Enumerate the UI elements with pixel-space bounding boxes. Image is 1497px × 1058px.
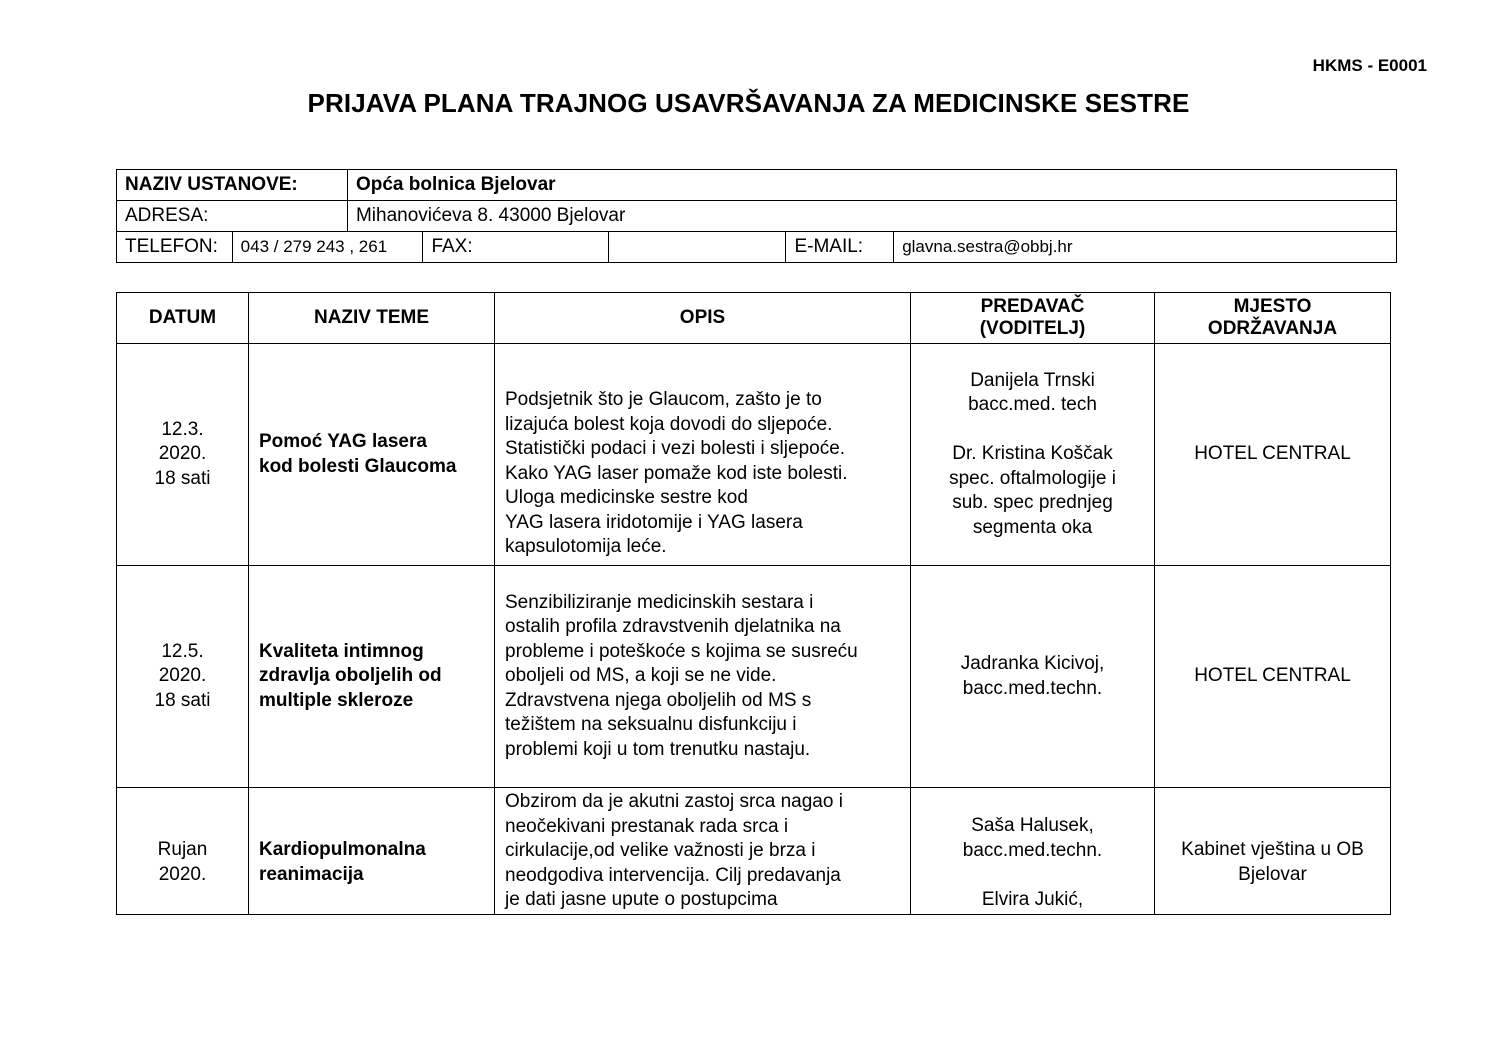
- header-lecturer-line1: PREDAVAČ: [980, 296, 1085, 317]
- row-lecturer: [911, 788, 1155, 915]
- document-code: HKMS - E0001: [1312, 56, 1427, 75]
- description-line: probleme i poteškoće s kojima se susreću: [505, 640, 858, 662]
- header-lecturer: [911, 293, 1155, 344]
- header-topic: NAZIV TEME: [249, 293, 495, 344]
- description-line: Statistički podaci i vezi bolesti i sljepoće.: [505, 438, 846, 460]
- description-line: Senzibiliziranje medicinskih sestara i: [505, 591, 814, 613]
- lecturer-line: segmenta oka: [972, 516, 1093, 538]
- institution-name-value: Opća bolnica Bjelovar: [347, 170, 1396, 201]
- institution-address-label: ADRESA:: [117, 201, 348, 232]
- lecturer-line: Saša Halusek,: [971, 815, 1094, 836]
- venue-line: HOTEL CENTRAL: [1194, 443, 1351, 465]
- lecturer-line: Elvira Jukić,: [981, 888, 1084, 910]
- header-lecturer-line2: (VODITELJ): [979, 318, 1086, 339]
- header-date: DATUM: [117, 293, 249, 344]
- topic-line: Pomoć YAG lasera: [259, 431, 427, 452]
- fax-label: FAX:: [423, 232, 609, 263]
- date-line: 2020.: [158, 443, 207, 465]
- email-label: E-MAIL:: [786, 232, 894, 263]
- row-topic: [249, 566, 495, 788]
- table-row: [117, 566, 1391, 788]
- row-venue: [1155, 344, 1391, 566]
- header-venue-line2: ODRŽAVANJA: [1207, 318, 1338, 339]
- description-line: težištem na seksualnu disfunkciju i: [505, 714, 797, 736]
- topic-line: kod bolesti Glaucoma: [259, 455, 457, 477]
- lecturer-spacer: [912, 863, 1153, 888]
- topic-line: reanimacija: [259, 863, 364, 885]
- venue-line: Bjelovar: [1238, 863, 1307, 885]
- description-line: ostalih profila zdravstvenih djelatnika na: [505, 616, 841, 638]
- description-line: lizajuća bolest koja dovodi do sljepoće.: [505, 413, 833, 435]
- date-line: 2020.: [158, 863, 207, 885]
- description-line: neočekivani prestanak rada srca i: [505, 815, 789, 837]
- description-line: Uloga medicinske sestre kod: [505, 487, 748, 509]
- lecturer-line: bacc.med.techn.: [962, 677, 1103, 699]
- email-value: glavna.sestra@obbj.hr: [894, 232, 1397, 263]
- phone-label: TELEFON:: [117, 232, 233, 263]
- description-line: YAG lasera iridotomije i YAG lasera: [505, 511, 803, 533]
- description-line: oboljeli od MS, a koji se ne vide.: [505, 665, 777, 687]
- date-line: 2020.: [158, 665, 207, 687]
- description-line: Zdravstvena njega oboljelih od MS s: [505, 689, 812, 711]
- row-description: [495, 344, 911, 566]
- description-line: problemi koji u tom trenutku nastaju.: [505, 738, 811, 760]
- description-line: neodgodiva intervencija. Cilj predavanja: [505, 864, 841, 886]
- document-title: PRIJAVA PLANA TRAJNOG USAVRŠAVANJA ZA MEDICINSKE SESTRE: [307, 88, 1190, 118]
- row-date: [117, 566, 249, 788]
- institution-address-value: Mihanovićeva 8. 43000 Bjelovar: [347, 201, 1396, 232]
- description-line: je dati jasne upute o postupcima: [505, 889, 778, 910]
- row-lecturer: [911, 566, 1155, 788]
- education-plan-table: [116, 292, 1391, 915]
- date-line: 18 sati: [154, 689, 211, 711]
- plan-header-row: [117, 293, 1391, 344]
- lecturer-line: spec. oftalmologije i: [949, 467, 1116, 489]
- institution-address-row: [117, 201, 1397, 232]
- venue-line: Kabinet vještina u OB: [1181, 839, 1364, 860]
- lecturer-line: Jadranka Kicivoj,: [960, 653, 1105, 674]
- date-line: 12.3.: [161, 418, 204, 440]
- description-line: cirkulacije,od velike važnosti je brza i: [505, 840, 816, 861]
- institution-name-label: NAZIV USTANOVE:: [117, 170, 348, 201]
- description-line: Podsjetnik što je Glaucom, zašto je to: [505, 389, 822, 411]
- venue-line: HOTEL CENTRAL: [1194, 665, 1351, 687]
- topic-line: Kvaliteta intimnog: [259, 640, 424, 662]
- topic-line: multiple skleroze: [259, 689, 414, 711]
- lecturer-spacer: [912, 418, 1153, 443]
- lecturer-line: bacc.med. tech: [968, 394, 1097, 416]
- row-topic: [249, 788, 495, 915]
- header-description: OPIS: [495, 293, 911, 344]
- lecturer-line: sub. spec prednjeg: [952, 492, 1113, 514]
- row-venue: [1155, 566, 1391, 788]
- lecturer-line: Danijela Trnski: [970, 369, 1095, 391]
- table-row: [117, 344, 1391, 566]
- phone-value: 043 / 279 243 , 261: [232, 232, 423, 263]
- row-date: [117, 788, 249, 915]
- topic-line: zdravlja oboljelih od: [259, 665, 442, 687]
- topic-line: Kardiopulmonalna: [259, 839, 426, 860]
- lecturer-line: bacc.med.techn.: [962, 839, 1103, 861]
- row-description: [495, 566, 911, 788]
- table-row: [117, 788, 1391, 915]
- date-line: 18 sati: [154, 467, 211, 489]
- date-line: 12.5.: [161, 640, 204, 662]
- date-line: Rujan: [157, 839, 208, 860]
- description-line: kapsulotomija leće.: [505, 536, 667, 558]
- header-venue: [1155, 293, 1391, 344]
- row-description: [495, 788, 911, 915]
- lecturer-line: Dr. Kristina Koščak: [952, 443, 1113, 465]
- description-line: Obzirom da je akutni zastoj srca nagao i: [505, 791, 843, 812]
- header-venue-line1: MJESTO: [1233, 296, 1312, 317]
- row-topic: [249, 344, 495, 566]
- institution-name-row: [117, 170, 1397, 201]
- row-date: [117, 344, 249, 566]
- fax-value: [609, 232, 786, 263]
- institution-contact-row: [117, 232, 1397, 263]
- row-lecturer: [911, 344, 1155, 566]
- institution-table: [116, 169, 1397, 263]
- row-venue: [1155, 788, 1391, 915]
- description-line: Kako YAG laser pomaže kod iste bolesti.: [505, 462, 848, 484]
